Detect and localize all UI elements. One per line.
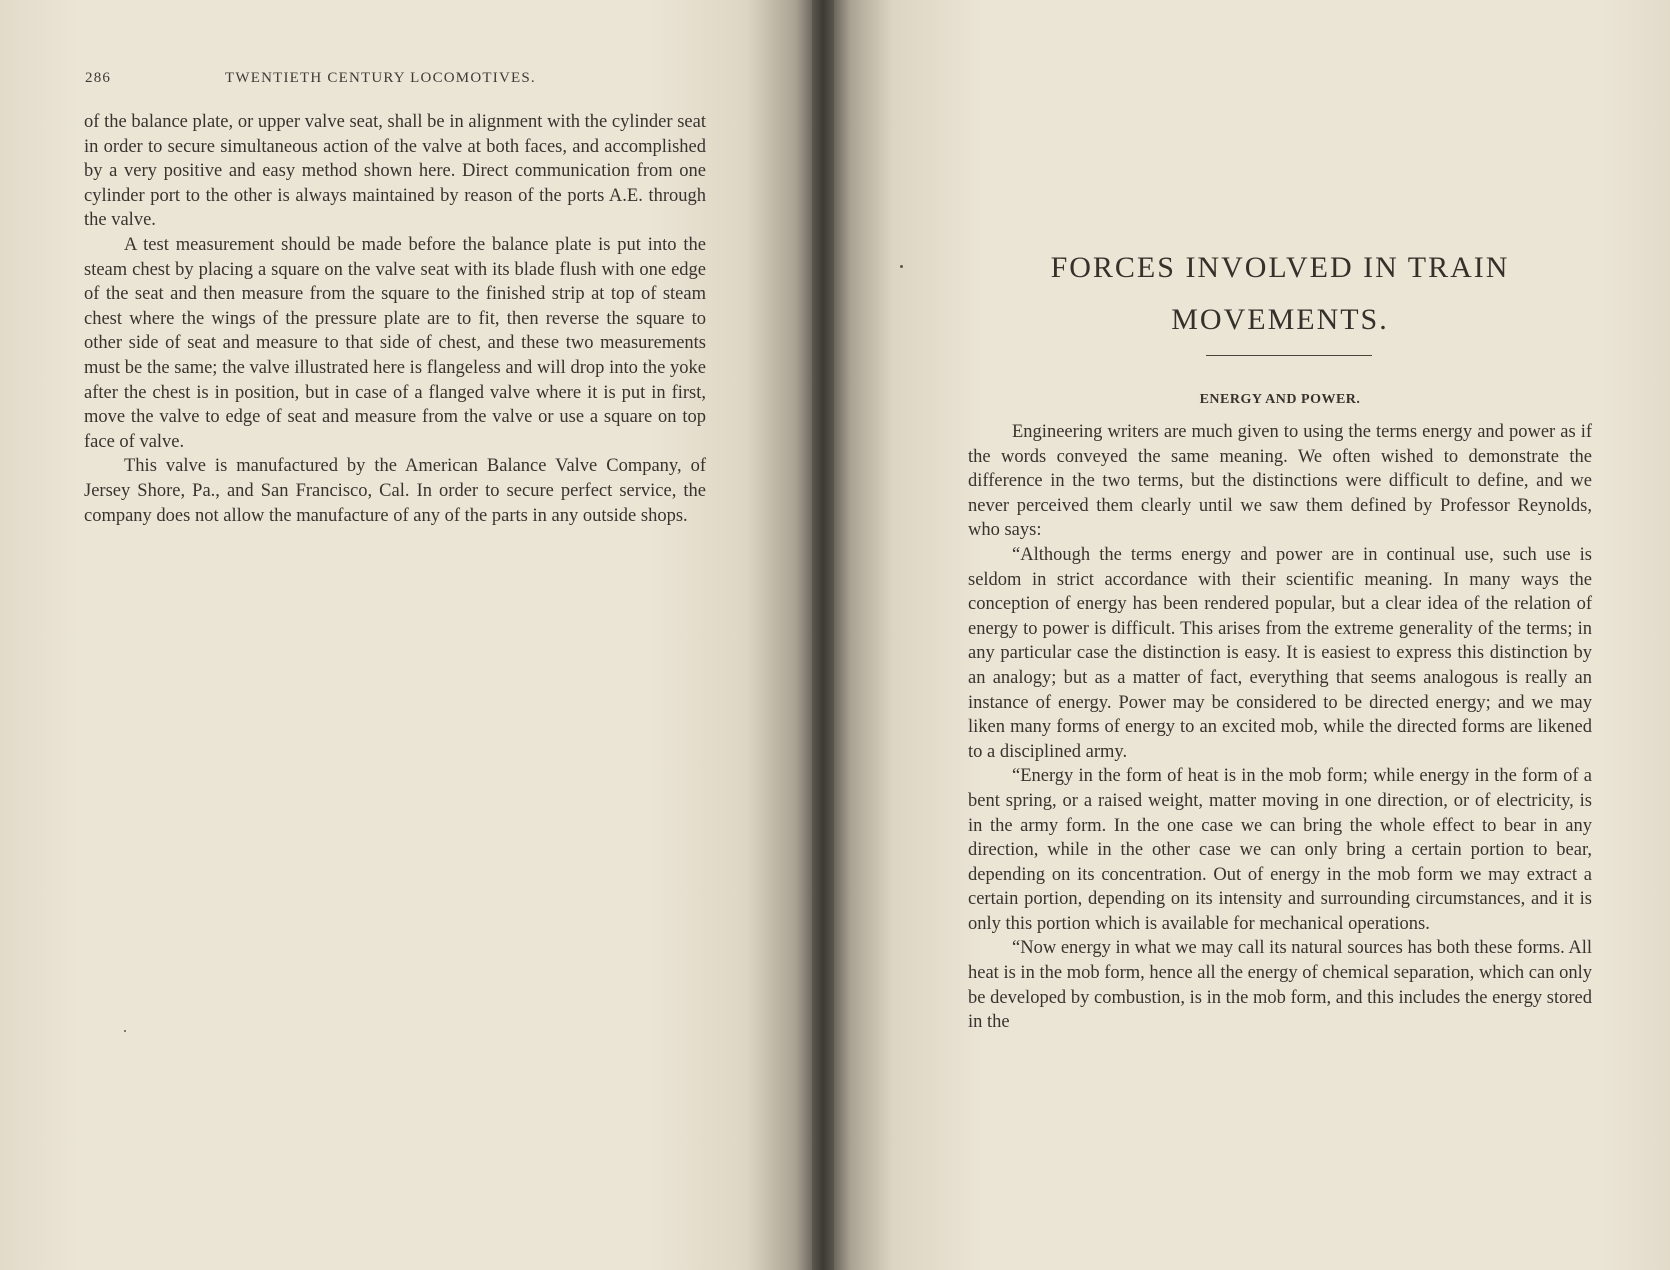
right-paragraph-3: “Energy in the form of heat is in the mob form; while energy in the form of a bent spring, or a raised weight, matter moving in one direction, or of electricity, is in the army form. In the one case we can bring the whole effect to bear in any direction, while in the other case we can only bring a certain portion to bear, depending on its concentration. Out of energy in the mob form we may extract a certain portion, depending on its intensity and surrounding circumstances, and it is only this portion which is available for mechanical operations. (968, 766, 1592, 934)
chapter-title (960, 242, 1600, 346)
left-paragraph-3: This valve is manufactured by the American Balance Valve Company, of Jersey Shore, Pa., and San Francisco, Cal. In order to secure perfect service, the company does not allow the manufacture of any of the parts in any outside shops. (84, 456, 706, 526)
left-paragraph-2: A test measurement should be made before the balance plate is put into the steam chest by placing a square on the valve seat with its blade flush with one edge of the seat and then measure from the square to the finished strip at top of steam chest where the wings of the pressure plate are to fit, then reverse the square to other side of seat and measure to that side of chest, and these two measurements must be the same; the valve illustrated here is flangeless and will drop into the yoke after the chest is in position, but in case of a flanged valve where it is put in first, move the valve to edge of seat and measure from the valve or use a square on top face of valve. (84, 234, 706, 452)
right-paragraph-2: “Although the terms energy and power are in continual use, such use is seldom in strict accordance with their scientific meaning. In many ways the conception of energy has been rendered popular, but a clear idea of the relation of energy to power is difficult. This arises from the extreme generality of the terms; in any particular case the distinction is easy. It is easiest to express this distinction by an analogy; but as a matter of fact, everything that seems analogous is really an instance of energy. Power may be considered to be directed energy; and we may liken many forms of energy to an excited mob, while the directed forms are likened to a disciplined army. (968, 544, 1592, 762)
title-divider (1206, 355, 1372, 356)
left-paragraph-1: of the balance plate, or upper valve seat, shall be in alignment with the cylinder seat in order to secure simultaneous action of the valve at both faces, and accomplished by a very positive and easy method shown here. Direct communication from one cylinder port to the other is always maintained by reason of the ports A.E. through the valve. (84, 112, 706, 231)
running-title: TWENTIETH CENTURY LOCOMOTIVES. (225, 70, 536, 86)
right-paragraph-4: “Now energy in what we may call its natural sources has both these forms. All heat is in the mob form, hence all the energy of chemical separation, which can only be developed by combustion, is in the mob form, and this includes the energy stored in the (968, 938, 1592, 1033)
chapter-title-line-1: FORCES INVOLVED IN TRAIN (1050, 251, 1510, 284)
right-page-body (968, 420, 1592, 1035)
left-page-body (84, 110, 706, 528)
right-paragraph-1: Engineering writers are much given to using the terms energy and power as if the words conveyed the same meaning. We often wished to demonstrate the difference in the two terms, but the distinctions were difficult to define, and we never perceived them clearly until we saw them defined by Professor Reynolds, who says: (968, 422, 1592, 541)
book-gutter (812, 0, 834, 1270)
chapter-title-line-2: MOVEMENTS. (1171, 303, 1389, 336)
paper-speck (124, 1030, 126, 1032)
page-number: 286 (85, 70, 112, 86)
section-heading: ENERGY AND POWER. (1199, 392, 1361, 407)
paper-speck (900, 265, 903, 268)
